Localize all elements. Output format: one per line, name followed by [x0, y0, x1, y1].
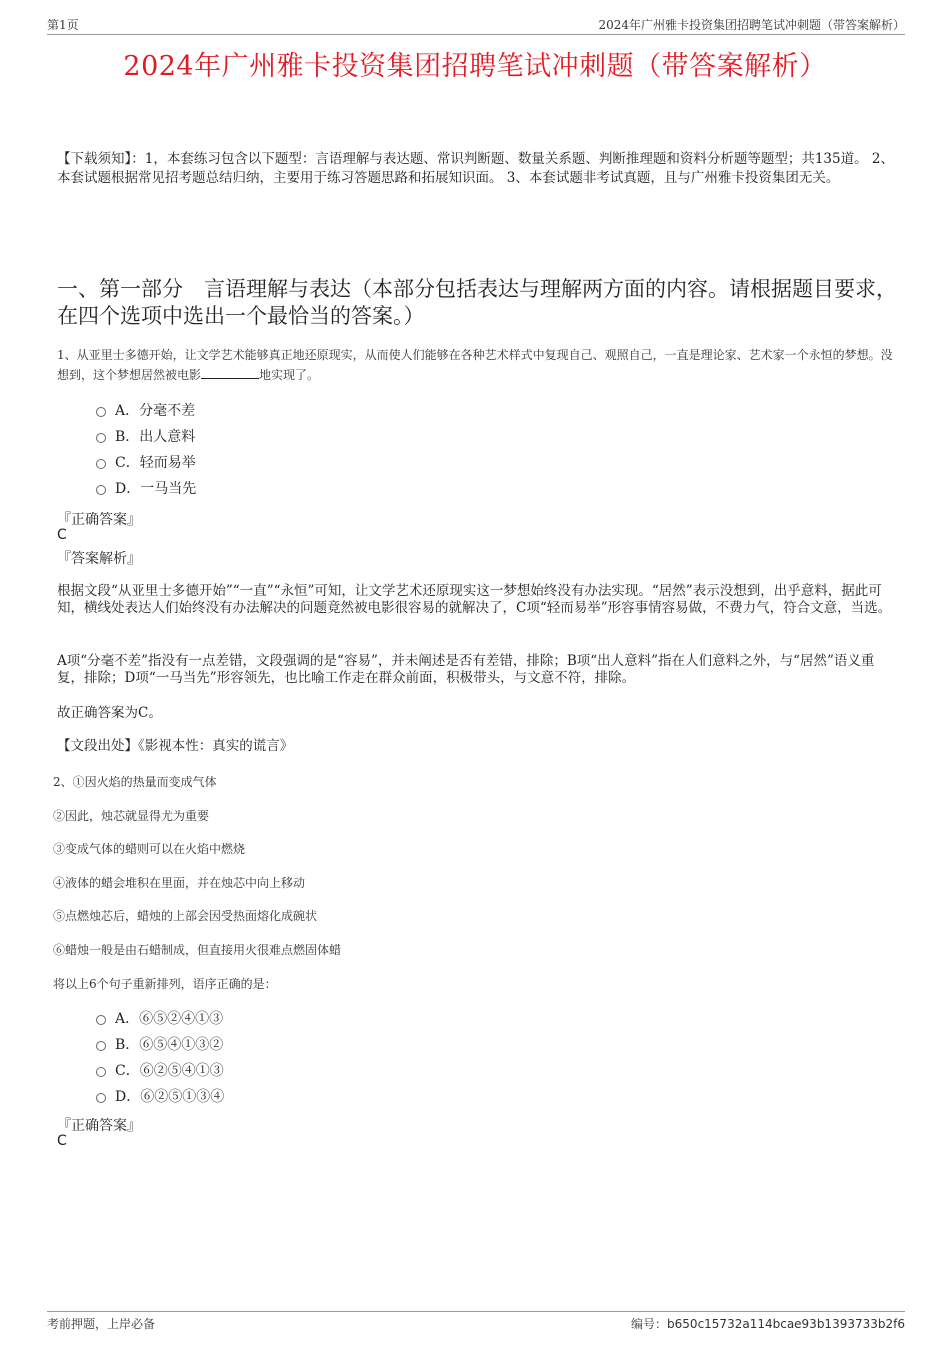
page-number: 第1页 — [47, 18, 79, 32]
radio-icon[interactable] — [96, 1015, 106, 1025]
radio-icon[interactable] — [96, 1093, 106, 1103]
option-c[interactable]: C．轻而易举 — [96, 450, 196, 476]
radio-icon[interactable] — [96, 1067, 106, 1077]
option-b[interactable]: B．出人意料 — [96, 424, 196, 450]
question-2-prompt: 将以上6个句子重新排列，语序正确的是： — [53, 977, 277, 991]
section-title: 一、第一部分 言语理解与表达（本部分包括表达与理解两方面的内容。请根据题目要求，在四个选项中选出一个最恰当的答案。） — [57, 277, 897, 328]
question-2-line: ③变成气体的蜡则可以在火焰中燃烧 — [53, 842, 246, 856]
question-2-line: ④液体的蜡会堆积在里面，并在烛芯中向上移动 — [53, 876, 306, 890]
answer-value: C — [57, 1133, 67, 1149]
radio-icon[interactable] — [96, 433, 106, 443]
analysis-paragraph-1: 根据文段“从亚里士多德开始”“一直”“永恒”可知，让文学艺术还原现实这一梦想始终没有办法实现。“居然”表示没想到，出乎意料，据此可知，横线处表达人们始终没有办法解决的问题竟然被电影很容易的就解决了，C项“轻而易举”形容事情容易做，不费力气，符合文意，当选。 — [57, 583, 892, 616]
page-header — [47, 14, 905, 35]
question-2-line: ②因此，烛芯就显得尤为重要 — [53, 809, 210, 823]
document-title: 2024年广州雅卡投资集团招聘笔试冲刺题（带答案解析） — [123, 51, 827, 82]
option-c[interactable]: C．⑥②⑤④①③ — [96, 1058, 224, 1084]
question-1-stem: 1、从亚里士多德开始，让文学艺术能够真正地还原现实，从而使人们能够在各种艺术样式中复现自己、观照自己，一直是理论家、艺术家一个永恒的梦想。没想到，这个梦想居然被电影 地实现了。 — [57, 348, 893, 382]
radio-icon[interactable] — [96, 1041, 106, 1051]
analysis-paragraph-2: A项“分毫不差”指没有一点差错，文段强调的是“容易”，并未阐述是否有差错，排除；B项“出人意料”指在人们意料之外，与“居然”语义重复，排除；D项“一马当先”形容领先，也比喻工作走在群众前面，积极带头，与文意不符，排除。 — [57, 653, 875, 686]
question-2-options — [96, 1006, 224, 1110]
question-2-line: 2、①因火焰的热量而变成气体 — [53, 775, 217, 789]
radio-icon[interactable] — [96, 407, 106, 417]
footer-doc-id: 编号：b650c15732a114bcae93b1393733b2f6 — [631, 1317, 905, 1331]
download-notice: 【下载须知】：1，本套练习包含以下题型：言语理解与表达题、常识判断题、数量关系题、判断推理题和资料分析题等题型；共135道。 2、本套试题根据常见招考题总结归纳，主要用于练习答题思路和拓展知识面。 3、本套试题非考试真题，且与广州雅卡投资集团无关。 — [57, 151, 894, 186]
source-citation: 【文段出处】《影视本性：真实的谎言》 — [57, 738, 294, 754]
answer-label: 『正确答案』 — [57, 1118, 141, 1134]
option-d[interactable]: D．⑥②⑤①③④ — [96, 1084, 224, 1110]
question-1-options — [96, 398, 196, 502]
analysis-conclusion: 故正确答案为C。 — [57, 705, 162, 721]
option-a[interactable]: A．⑥⑤②④①③ — [96, 1006, 224, 1032]
footer-slogan: 考前押题，上岸必备 — [47, 1317, 156, 1331]
answer-label: 『正确答案』 — [57, 512, 141, 528]
question-2-line: ⑥蜡烛一般是由石蜡制成，但直接用火很难点燃固体蜡 — [53, 943, 342, 957]
answer-value: C — [57, 527, 67, 543]
header-doc-title: 2024年广州雅卡投资集团招聘笔试冲刺题（带答案解析） — [598, 18, 905, 32]
option-a[interactable]: A．分毫不差 — [96, 398, 196, 424]
page-footer — [47, 1311, 905, 1331]
radio-icon[interactable] — [96, 459, 106, 469]
radio-icon[interactable] — [96, 485, 106, 495]
option-b[interactable]: B．⑥⑤④①③② — [96, 1032, 224, 1058]
answer-blank — [201, 365, 259, 379]
option-d[interactable]: D．一马当先 — [96, 476, 196, 502]
question-2-line: ⑤点燃烛芯后，蜡烛的上部会因受热面熔化成碗状 — [53, 909, 318, 923]
analysis-label: 『答案解析』 — [57, 551, 141, 567]
